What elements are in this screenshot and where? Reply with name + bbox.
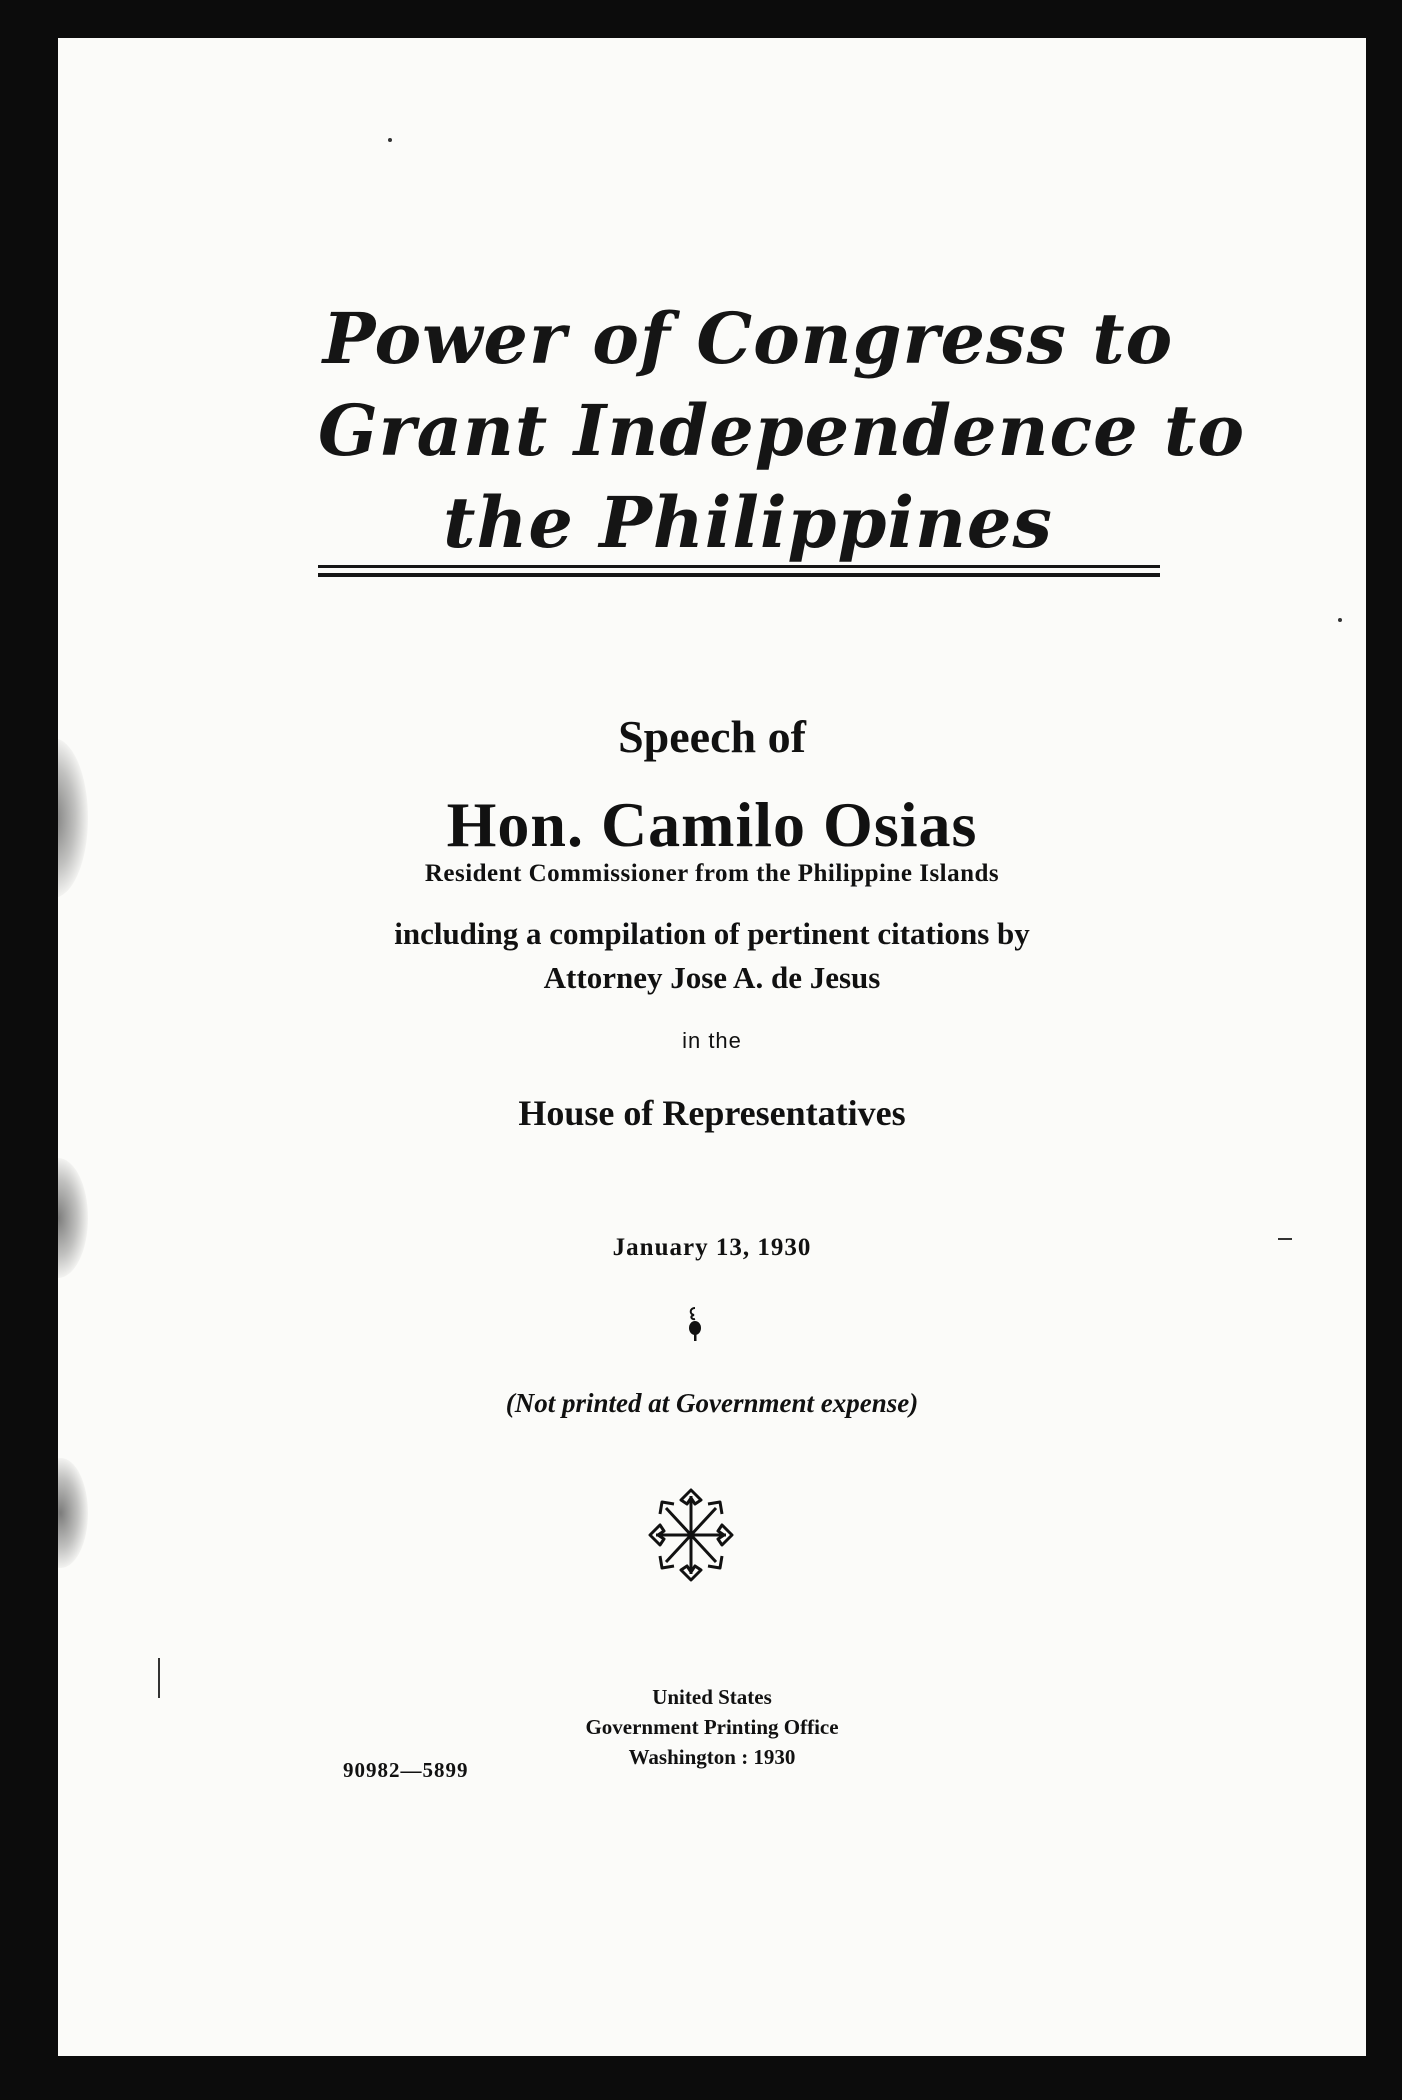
compilation-line: including a compilation of pertinent citations by: [394, 916, 1030, 951]
scan-smudge: [58, 1458, 88, 1568]
title-rule-bottom: [318, 573, 1160, 577]
title-line: Grant Independence to: [318, 389, 1246, 472]
title-line: Power of Congress to: [322, 297, 1174, 380]
publisher-place-year: Washington : 1930: [628, 1745, 796, 1769]
in-the-label: in the: [682, 1028, 742, 1053]
document-page: [58, 38, 1366, 2056]
scan-speck: [1338, 618, 1342, 622]
document-title: [318, 293, 1246, 569]
publisher-country: United States: [652, 1685, 772, 1709]
scan-speck: [1278, 1238, 1292, 1240]
speaker-title: Resident Commissioner from the Philippine Islands: [424, 860, 1000, 887]
scan-speck: [158, 1658, 160, 1698]
printers-flower-icon: [648, 1486, 734, 1588]
scan-speck: [388, 138, 392, 142]
publisher-office: Government Printing Office: [585, 1715, 839, 1739]
expense-note: (Not printed at Government expense): [505, 1388, 919, 1418]
title-rule-top: [318, 565, 1160, 568]
speech-of-label: Speech of: [618, 711, 806, 762]
job-number: 90982—5899: [343, 1758, 469, 1782]
publisher-block: [58, 1682, 1366, 1772]
speech-date: January 13, 1930: [612, 1234, 812, 1261]
chamber-name: House of Representatives: [518, 1093, 906, 1133]
title-line: the Philippines: [443, 481, 1053, 564]
fleuron-icon: [684, 1306, 706, 1346]
speaker-name: Hon. Camilo Osias: [446, 789, 978, 860]
attorney-line: Attorney Jose A. de Jesus: [543, 960, 881, 995]
